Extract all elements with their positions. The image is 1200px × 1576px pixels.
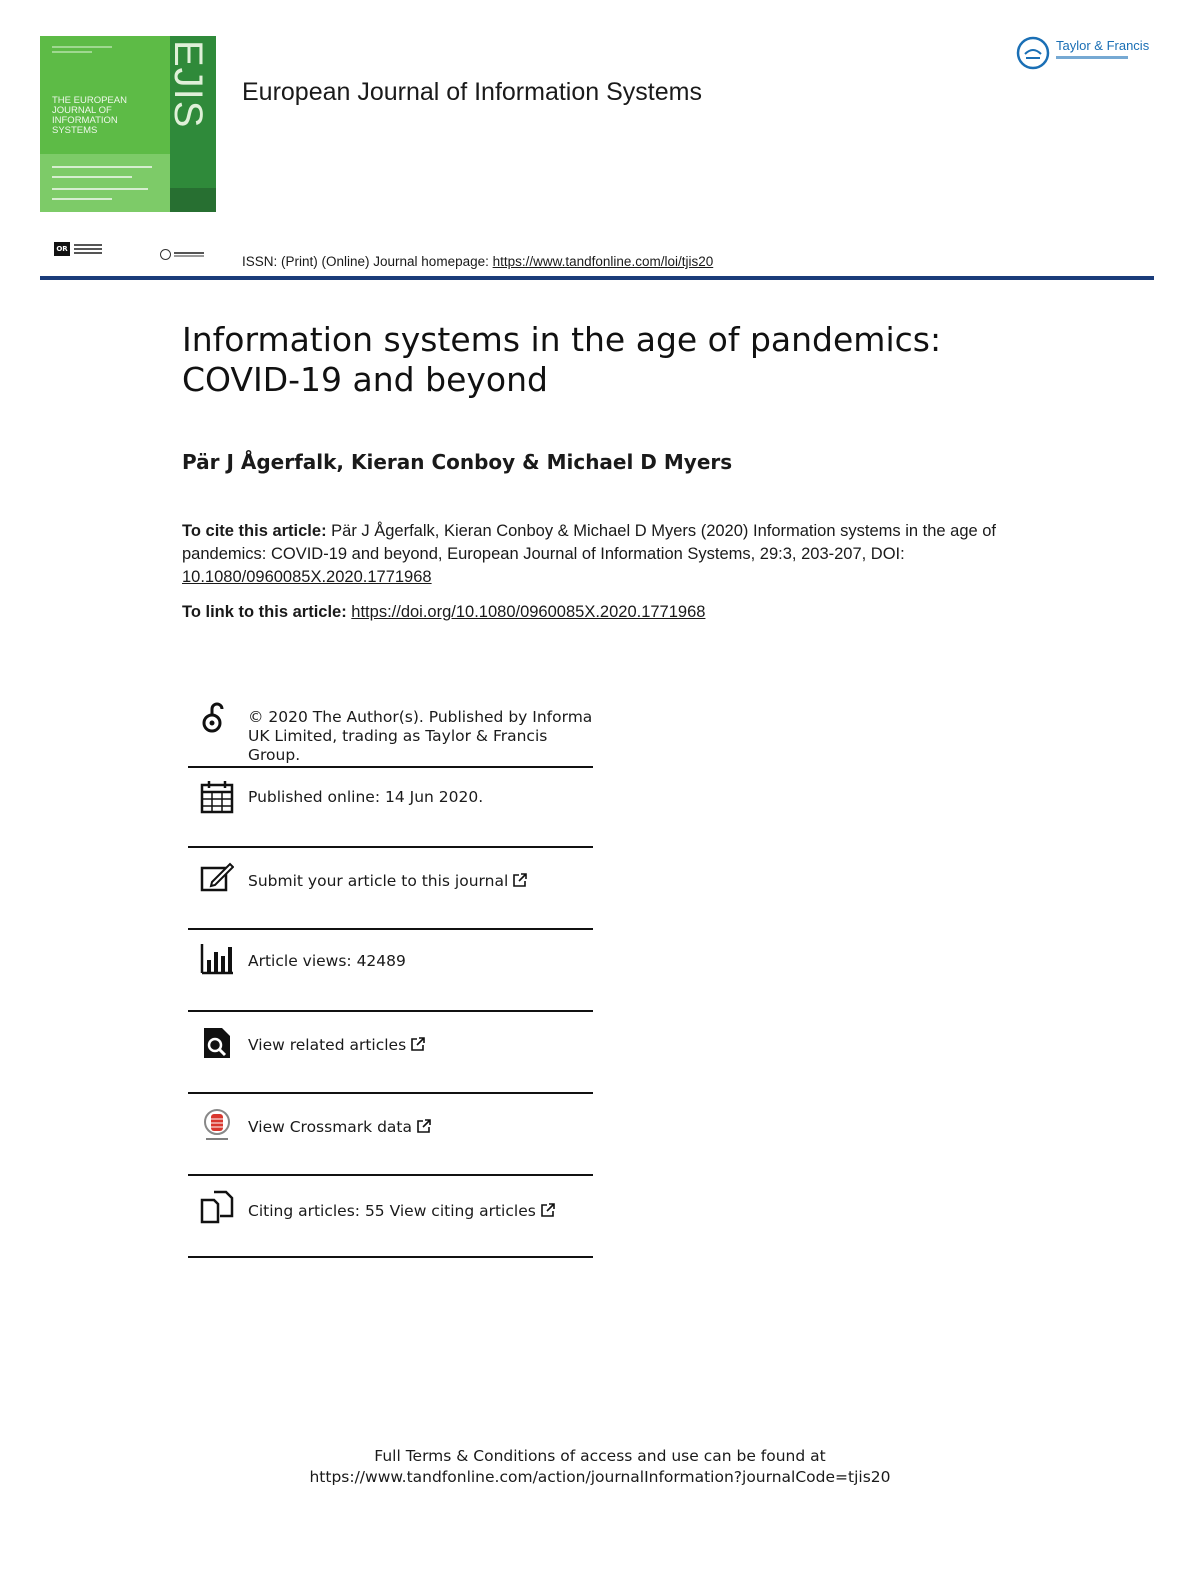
cover-decoration [52, 51, 92, 53]
publisher-icon [1016, 36, 1050, 70]
cover-decoration [52, 188, 148, 190]
article-title-line: Information systems in the age of pandemics: [182, 320, 942, 359]
publisher-subtitle [1056, 56, 1128, 59]
external-link-icon [416, 1118, 432, 1134]
citation-block [182, 520, 1022, 589]
related-articles-item[interactable] [188, 1012, 593, 1094]
article-link-line [182, 603, 705, 622]
article-views-count: Article views: 42489 [248, 952, 406, 970]
crossmark-item[interactable] [188, 1094, 593, 1176]
open-access-item [188, 698, 593, 768]
taylor-francis-small-logo [160, 249, 206, 259]
citing-label: Citing articles: 55 View citing articles [248, 1202, 536, 1220]
copy-documents-icon [200, 1190, 234, 1224]
footer [0, 1446, 1200, 1488]
external-link-icon [540, 1202, 556, 1218]
cover-band [40, 154, 170, 212]
cover-side-panel [170, 188, 216, 212]
citing-articles-link[interactable] [248, 1202, 556, 1221]
bar-chart-icon [200, 942, 234, 976]
doi-link[interactable]: 10.1080/0960085X.2020.1771968 [182, 568, 432, 586]
edit-icon [200, 860, 234, 894]
crossmark-link[interactable] [248, 1118, 432, 1137]
footer-terms-url[interactable]: https://www.tandfonline.com/action/journalInformation?journalCode=tjis20 [309, 1468, 891, 1486]
external-link-icon [410, 1036, 426, 1052]
article-title [182, 320, 1062, 400]
published-date: Published online: 14 Jun 2020. [248, 788, 484, 806]
cover-decoration [52, 166, 152, 168]
issn-line [242, 254, 713, 269]
article-views-item [188, 930, 593, 1012]
header-rule [40, 276, 1154, 280]
cite-text: Pär J Ågerfalk, Kieran Conboy & Michael D Myers (2020) Information systems in the age of pandemics: COVID-19 and beyond, European Journal of Information Systems, 29:3, 203-207, DOI: [182, 522, 997, 563]
related-articles-link[interactable] [248, 1036, 426, 1055]
cover-decoration [52, 46, 112, 48]
published-item [188, 768, 593, 848]
journal-title: European Journal of Information Systems [242, 78, 702, 106]
document-search-icon [200, 1026, 234, 1060]
copyright-text: © 2020 The Author(s). Published by Informa UK Limited, trading as Taylor & Francis Group. [248, 708, 593, 764]
article-info-list [188, 698, 593, 1258]
issn-text: ISSN: (Print) (Online) Journal homepage: [242, 254, 493, 269]
society-logo [54, 242, 104, 258]
external-link-icon [512, 872, 528, 888]
open-access-icon [200, 700, 234, 734]
article-authors: Pär J Ågerfalk, Kieran Conboy & Michael D Myers [182, 450, 733, 474]
logo-text-lines [174, 252, 204, 254]
crossmark-icon [200, 1108, 234, 1142]
citing-articles-item[interactable] [188, 1176, 593, 1258]
society-name-lines [74, 244, 102, 246]
society-badge-icon: OR [54, 242, 70, 256]
circle-icon [160, 249, 171, 260]
journal-cover-image [40, 36, 216, 212]
related-label: View related articles [248, 1036, 407, 1054]
cite-label: To cite this article: [182, 522, 327, 540]
cover-label: EJIS [166, 40, 210, 129]
submit-article-link[interactable] [248, 872, 528, 891]
article-title-line: COVID-19 and beyond [182, 360, 548, 399]
footer-terms-text: Full Terms & Conditions of access and use can be found at [374, 1447, 826, 1465]
article-doi-url[interactable]: https://doi.org/10.1080/0960085X.2020.1771968 [351, 603, 706, 621]
cover-decoration [52, 198, 112, 200]
calendar-icon [200, 780, 234, 814]
link-label: To link to this article: [182, 603, 352, 621]
publisher-name: Taylor & Francis [1056, 38, 1150, 53]
cover-title: THE EUROPEAN JOURNAL OF INFORMATION SYSTEMS [52, 95, 127, 136]
submit-label: Submit your article to this journal [248, 872, 509, 890]
journal-homepage-link[interactable]: https://www.tandfonline.com/loi/tjis20 [492, 254, 714, 269]
submit-article-item[interactable] [188, 848, 593, 930]
crossmark-label: View Crossmark data [248, 1118, 412, 1136]
cover-decoration [52, 176, 132, 178]
taylor-francis-logo[interactable] [1016, 36, 1156, 70]
